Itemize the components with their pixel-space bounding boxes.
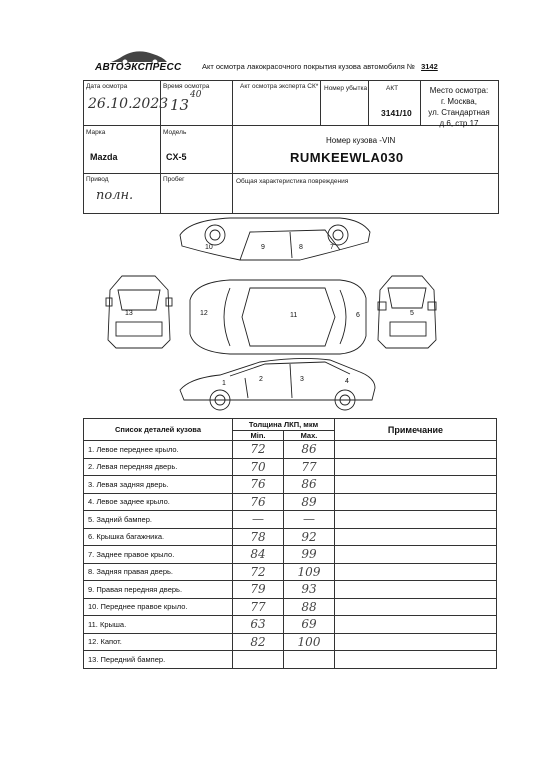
- table-row: [84, 493, 497, 511]
- table-row: [84, 581, 497, 599]
- diagram-number-3: 3: [300, 376, 304, 383]
- place-label: Место осмотра:: [429, 86, 489, 95]
- model-label: Модель: [163, 129, 187, 136]
- note-cell: [335, 581, 497, 599]
- brand-value: Mazda: [90, 152, 118, 162]
- car-diagram: [100, 210, 450, 415]
- diagram-number-12: 12: [200, 310, 208, 317]
- part-name: 2. Левая передняя дверь.: [84, 458, 233, 476]
- min-value: 78: [233, 528, 284, 546]
- max-value: 89: [284, 493, 335, 511]
- place-line-2: ул. Стандартная: [428, 108, 490, 117]
- note-cell: [335, 476, 497, 494]
- part-name: 7. Заднее правое крыло.: [84, 546, 233, 564]
- car-front-view: [106, 276, 172, 348]
- table-row: [84, 476, 497, 494]
- part-name: 12. Капот.: [84, 633, 233, 651]
- date-value: 26.10.2023: [88, 96, 169, 112]
- table-row: [84, 563, 497, 581]
- max-value: 92: [284, 528, 335, 546]
- max-value: 86: [284, 441, 335, 459]
- max-value: 69: [284, 616, 335, 634]
- table-row: [84, 528, 497, 546]
- table-row: [84, 441, 497, 459]
- max-value: 100: [284, 633, 335, 651]
- min-value: 76: [233, 493, 284, 511]
- vin-value: RUMKEEWLA030: [290, 150, 404, 165]
- diagram-number-8: 8: [299, 244, 303, 251]
- brand-label: Марка: [86, 129, 106, 136]
- diagram-number-4: 4: [345, 378, 349, 385]
- place-block: [421, 85, 497, 129]
- table-row: [84, 511, 497, 529]
- expert-label: Акт осмотра эксперта СК*: [240, 83, 319, 90]
- min-value: 79: [233, 581, 284, 599]
- document-number: 3142: [421, 62, 438, 71]
- part-name: 11. Крыша.: [84, 616, 233, 634]
- damage-label: Общая характеристика повреждения: [236, 178, 349, 185]
- model-value: CX-5: [166, 152, 187, 162]
- diagram-number-9: 9: [261, 244, 265, 251]
- time-label: Время осмотра: [163, 83, 210, 90]
- part-name: 3. Левая задняя дверь.: [84, 476, 233, 494]
- min-value: 82: [233, 633, 284, 651]
- diagram-number-5: 5: [410, 310, 414, 317]
- part-name: 13. Передний бампер.: [84, 651, 233, 669]
- min-value: 76: [233, 476, 284, 494]
- table-row: [84, 616, 497, 634]
- max-value: 109: [284, 563, 335, 581]
- part-name: 6. Крышка багажника.: [84, 528, 233, 546]
- date-label: Дата осмотра: [86, 83, 128, 90]
- note-cell: [335, 563, 497, 581]
- col-note-header: Примечание: [335, 419, 497, 441]
- act-value: 3141/10: [381, 108, 412, 118]
- min-value: 72: [233, 563, 284, 581]
- diagram-number-7: 7: [330, 244, 334, 251]
- note-cell: [335, 528, 497, 546]
- mileage-label: Пробег: [163, 176, 185, 183]
- place-line-3: д.6, стр.17: [439, 119, 479, 128]
- part-name: 5. Задний бампер.: [84, 511, 233, 529]
- part-name: 10. Переднее правое крыло.: [84, 598, 233, 616]
- act-label: АКТ: [386, 85, 399, 92]
- loss-label: Номер убытка: [324, 85, 368, 92]
- part-name: 9. Правая передняя дверь.: [84, 581, 233, 599]
- time-minutes: 40: [190, 90, 202, 100]
- max-value: 99: [284, 546, 335, 564]
- min-value: 70: [233, 458, 284, 476]
- table-row: [84, 598, 497, 616]
- col-thickness-header: Толщина ЛКП, мкм: [233, 419, 335, 431]
- part-name: 8. Задняя правая дверь.: [84, 563, 233, 581]
- table-row: [84, 458, 497, 476]
- logo-text: АВТОЭКСПРЕСС: [95, 62, 182, 73]
- note-cell: [335, 511, 497, 529]
- min-value: 72: [233, 441, 284, 459]
- min-value: [233, 651, 284, 669]
- note-cell: [335, 633, 497, 651]
- table-row: [84, 651, 497, 669]
- table-header-row: [84, 419, 497, 431]
- car-right-side-view: [180, 218, 370, 260]
- diagram-number-13: 13: [125, 310, 133, 317]
- note-cell: [335, 651, 497, 669]
- note-cell: [335, 546, 497, 564]
- time-value: 13: [170, 96, 190, 114]
- car-rear-view: [378, 276, 436, 348]
- min-value: 84: [233, 546, 284, 564]
- diagram-number-2: 2: [259, 376, 263, 383]
- min-value: 77: [233, 598, 284, 616]
- diagram-number-1: 1: [222, 380, 226, 387]
- place-line-1: г. Москва,: [441, 97, 477, 106]
- diagram-number-6: 6: [356, 312, 360, 319]
- col-max-header: Max.: [284, 431, 335, 441]
- min-value: 63: [233, 616, 284, 634]
- note-cell: [335, 598, 497, 616]
- max-value: —: [284, 511, 335, 529]
- part-name: 1. Левое переднее крыло.: [84, 441, 233, 459]
- drive-value: полн.: [96, 188, 134, 203]
- vin-label: Номер кузова -VIN: [326, 136, 396, 145]
- note-cell: [335, 616, 497, 634]
- max-value: 86: [284, 476, 335, 494]
- col-min-header: Min.: [233, 431, 284, 441]
- drive-label: Привод: [86, 176, 109, 183]
- diagram-number-11: 11: [290, 312, 298, 319]
- title-text: Акт осмотра лакокрасочного покрытия кузова автомобиля №: [202, 62, 415, 71]
- max-value: 88: [284, 598, 335, 616]
- table-row: [84, 546, 497, 564]
- min-value: —: [233, 511, 284, 529]
- note-cell: [335, 441, 497, 459]
- document-title: [202, 62, 438, 71]
- note-cell: [335, 493, 497, 511]
- table-row: [84, 633, 497, 651]
- diagram-number-10: 10: [205, 244, 213, 251]
- parts-table: [83, 418, 497, 669]
- max-value: 93: [284, 581, 335, 599]
- max-value: 77: [284, 458, 335, 476]
- part-name: 4. Левое заднее крыло.: [84, 493, 233, 511]
- car-top-view: [190, 280, 366, 354]
- max-value: [284, 651, 335, 669]
- note-cell: [335, 458, 497, 476]
- logo: [95, 48, 185, 76]
- col-parts-header: Список деталей кузова: [84, 419, 233, 441]
